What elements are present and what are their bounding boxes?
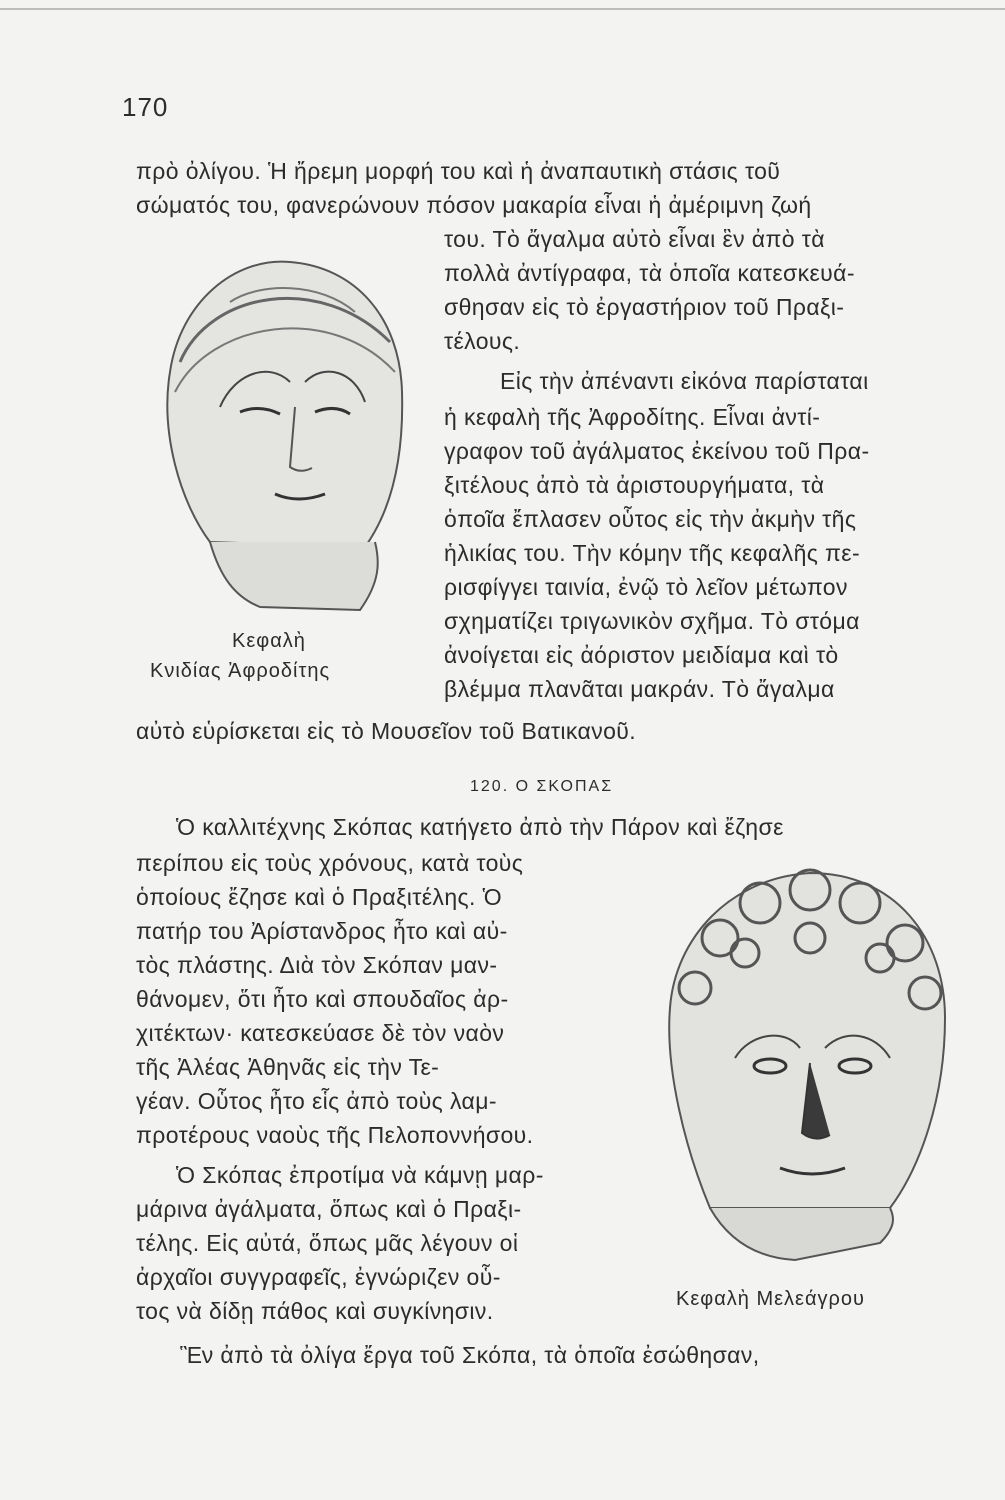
text-line: ὁποῖα ἔπλασεν οὗτος εἰς τὴν ἀκμὴν τῆς [444, 506, 857, 532]
text-line: ξιτέλους ἀπὸ τὰ ἀριστουργήματα, τὰ [444, 472, 825, 498]
text-line: βλέμμα πλανᾶται μακράν. Τὸ ἄγαλμα [444, 676, 835, 702]
text-line: γέαν. Οὗτος ἦτο εἷς ἀπὸ τοὺς λαμ- [136, 1088, 497, 1114]
text-line: σώματός του, φανερώνουν πόσον μακαρία εἶναι ἡ ἀμέριμνη ζωή [136, 192, 812, 218]
text-line: τὸς πλάστης. Διὰ τὸν Σκόπαν μαν- [136, 952, 498, 978]
text-line: τέλης. Εἰς αὐτά, ὅπως μᾶς λέγουν οἱ [136, 1230, 519, 1256]
section-heading: 120. Ο ΣΚΟΠΑΣ [470, 778, 614, 795]
text-line: πατήρ του Ἀρίστανδρος ἦτο καὶ αὐ- [136, 918, 508, 944]
text-line: πολλὰ ἀντίγραφα, τὰ ὁποῖα κατεσκευά- [444, 260, 855, 286]
text-line: ἀνοίγεται εἰς ἀόριστον μειδίαμα καὶ τὸ [444, 642, 839, 668]
text-line: τέλους. [444, 328, 521, 354]
aphrodite-head-illustration [140, 232, 430, 617]
text-line: ἀρχαῖοι συγγραφεῖς, ἐγνώριζεν οὗ- [136, 1264, 501, 1290]
text-line: τος νὰ δίδῃ πάθος καὶ συγκίνησιν. [136, 1298, 494, 1324]
top-rule [0, 8, 1005, 10]
text-line: Ὁ Σκόπας ἐπροτίμα νὰ κάμνῃ μαρ- [176, 1162, 544, 1188]
text-line: προτέρους ναοὺς τῆς Πελοποννήσου. [136, 1122, 534, 1148]
text-line: αὐτὸ εὑρίσκεται εἰς τὸ Μουσεῖον τοῦ Βατικανοῦ. [136, 718, 637, 744]
text-line: θάνομεν, ὅτι ἦτο καὶ σπουδαῖος ἀρ- [136, 986, 509, 1012]
text-line: χιτέκτων· κατεσκεύασε δὲ τὸν ναὸν [136, 1020, 505, 1046]
text-line: Ἓν ἀπὸ τὰ ὀλίγα ἔργα τοῦ Σκόπα, τὰ ὁποῖα ἐσώθησαν, [180, 1342, 760, 1368]
text-line: τῆς Ἀλέας Ἀθηνᾶς εἰς τὴν Τε- [136, 1054, 440, 1080]
text-line: ρισφίγγει ταινία, ἐνῷ τὸ λεῖον μέτωπον [444, 574, 848, 600]
page-number: 170 [122, 92, 169, 122]
aphrodite-caption-line1: Κεφαλὴ [232, 630, 306, 652]
text-line: πρὸ ὀλίγου. Ἡ ἤρεμη μορφή του καὶ ἡ ἀναπαυτικὴ στάσις τοῦ [136, 158, 781, 184]
text-line: ἡ κεφαλὴ τῆς Ἀφροδίτης. Εἶναι ἀντί- [444, 404, 821, 430]
text-line: μάρινα ἀγάλματα, ὅπως καὶ ὁ Πραξι- [136, 1196, 522, 1222]
text-line: ἡλικίας του. Τὴν κόμην τῆς κεφαλῆς πε- [444, 540, 861, 566]
text-line: περίπου εἰς τοὺς χρόνους, κατὰ τοὺς [136, 850, 524, 876]
text-line: γραφον τοῦ ἀγάλματος ἐκείνου τοῦ Πρα- [444, 438, 870, 464]
aphrodite-caption-line2: Κνιδίας Ἀφροδίτης [150, 660, 331, 682]
text-line: σθησαν εἰς τὸ ἐργαστήριον τοῦ Πραξι- [444, 294, 845, 320]
text-line: Εἰς τὴν ἀπέναντι εἰκόνα παρίσταται [500, 368, 869, 394]
meleager-caption: Κεφαλὴ Μελεάγρου [676, 1288, 865, 1310]
text-line: ὁποίους ἔζησε καὶ ὁ Πραξιτέλης. Ὁ [136, 884, 502, 910]
text-line: του. Τὸ ἄγαλμα αὐτὸ εἶναι ἓν ἀπὸ τὰ [444, 226, 825, 252]
text-line: Ὁ καλλιτέχνης Σκόπας κατήγετο ἀπὸ τὴν Πάρον καὶ ἔζησε [176, 814, 784, 840]
text-line: σχηματίζει τριγωνικὸν σχῆμα. Τὸ στόμα [444, 608, 860, 634]
meleager-head-illustration [650, 848, 962, 1276]
